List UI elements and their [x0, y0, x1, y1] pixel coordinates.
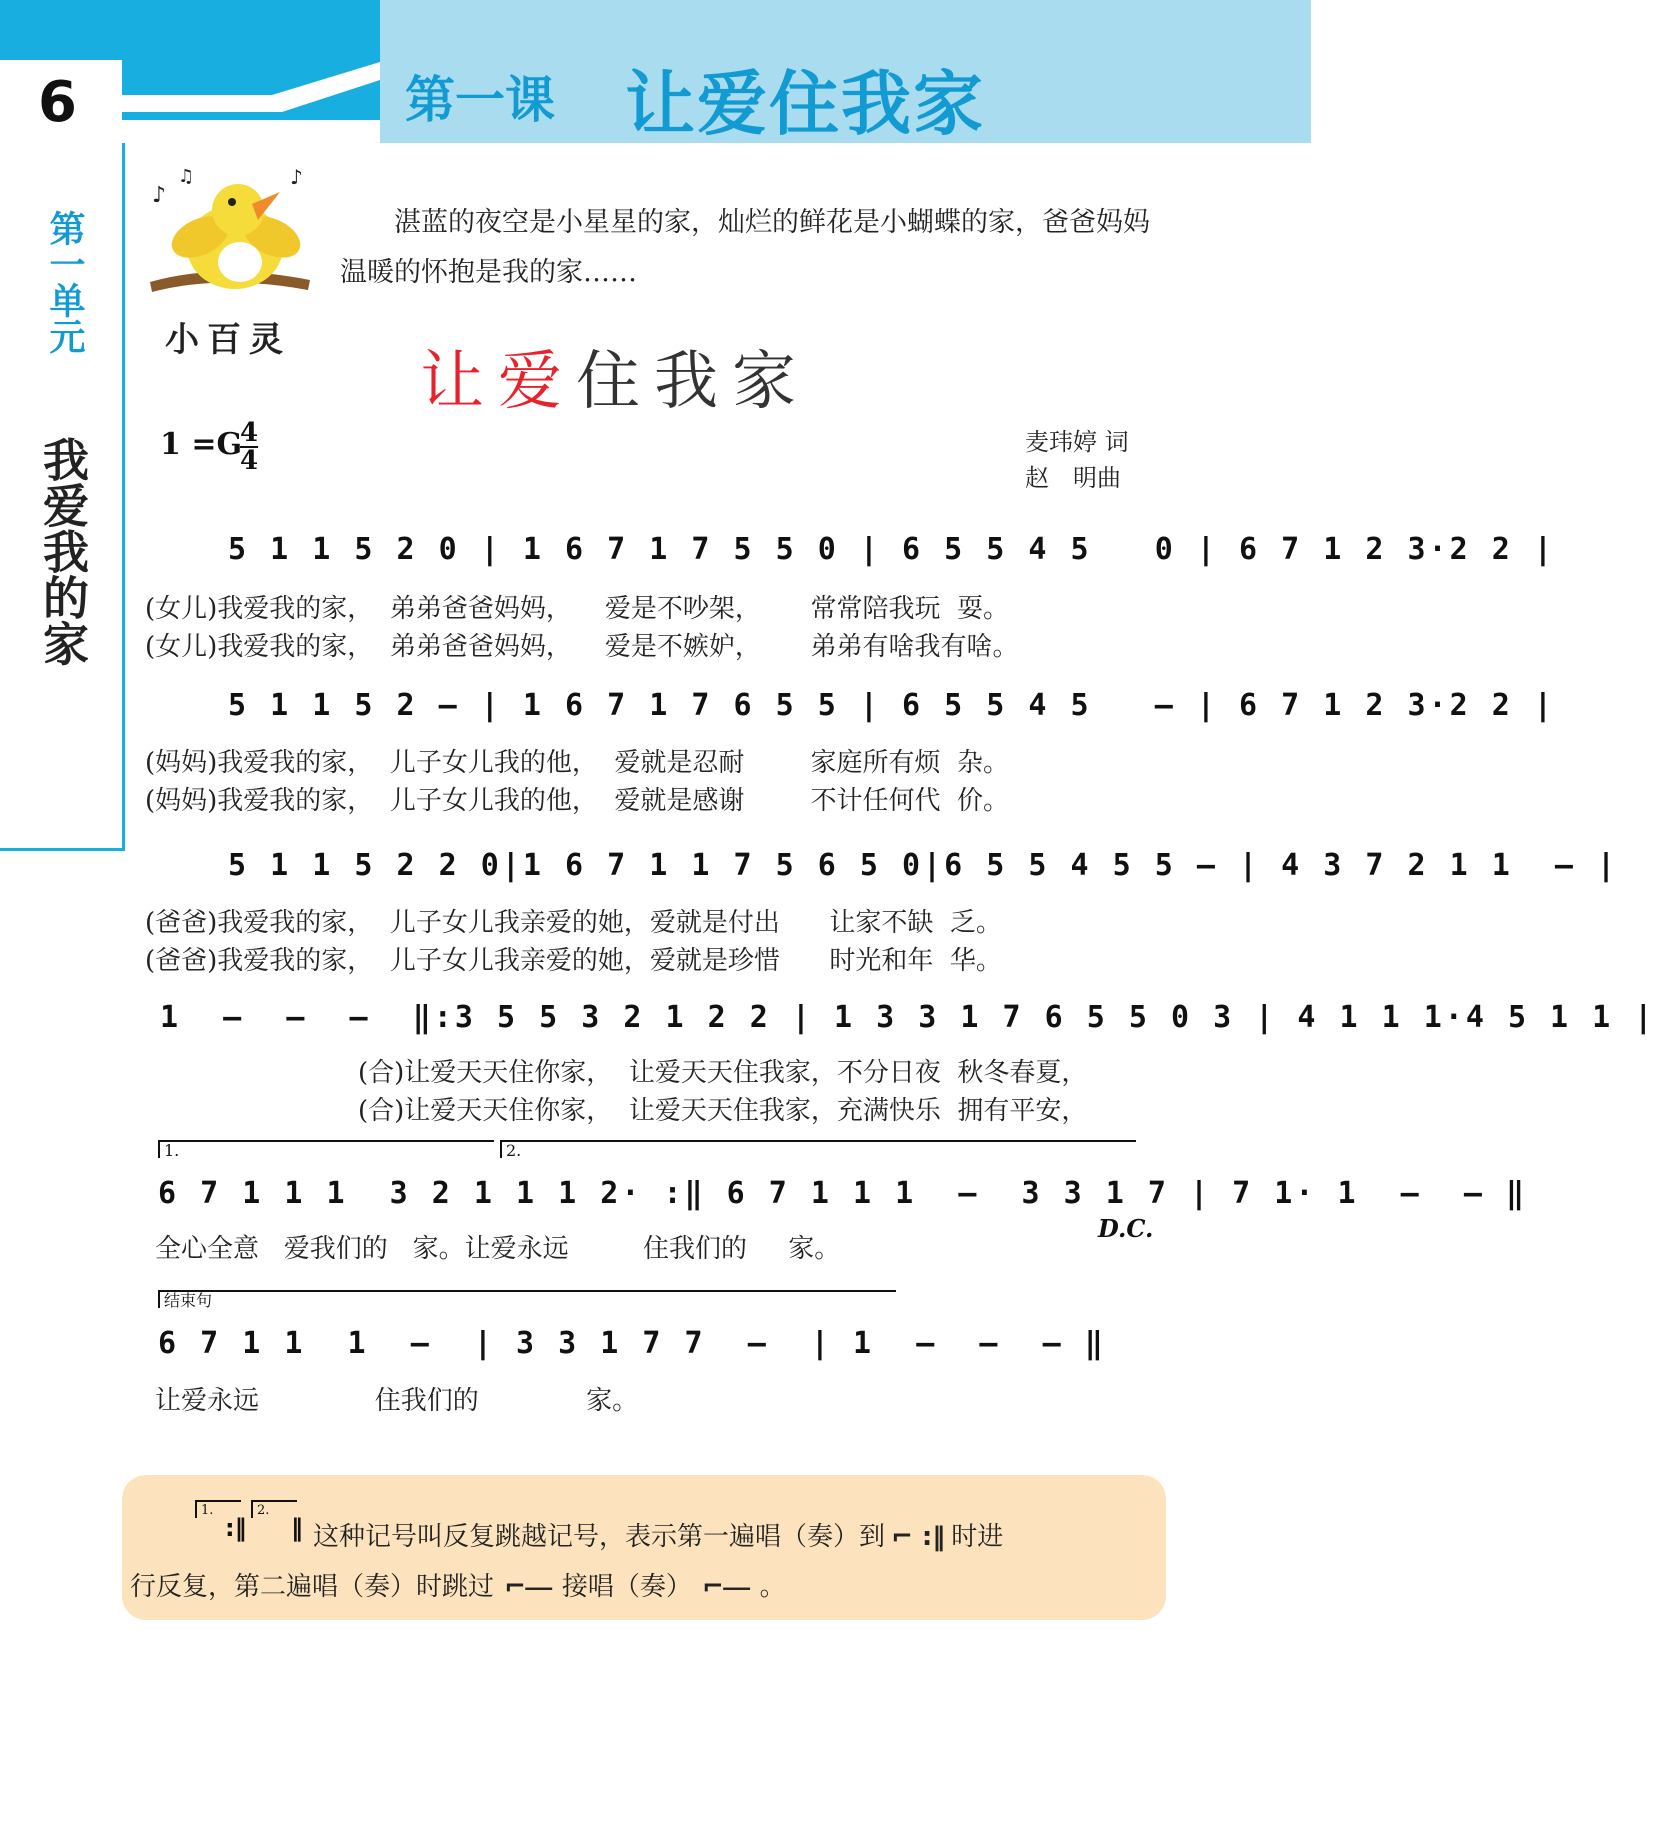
volta-2-symbol: ⌐⎯⎯: [701, 1572, 750, 1602]
repeat-jump-symbol: 1. 2. :‖ ‖: [195, 1500, 305, 1546]
note-text-2b: 接唱（奏）: [561, 1572, 692, 1602]
score-notes-line-1: 5 1 1 5 2 0 | 1 6 7 1 7 5 5 0 | 6 5 5 4 5 0 | 6 7 1 2 3·2 2 |: [228, 532, 1555, 567]
score-lyric-4a: (合)让爱天天住你家， 让爱天天住我家，不分日夜 秋冬春夏，: [358, 1058, 1088, 1088]
score-lyric-4b: (合)让爱天天住你家， 让爱天天住我家，充满快乐 拥有平安，: [358, 1096, 1088, 1126]
score-lyric-2b: (妈妈)我爱我的家， 儿子女儿我的他， 爱就是感谢 不计任何代 价。: [145, 786, 1009, 816]
symbol-volta-2: 2.: [251, 1500, 297, 1518]
score-notes-line-2: 5 1 1 5 2 – | 1 6 7 1 7 6 5 5 | 6 5 5 4 5 – | 6 7 1 2 3·2 2 |: [228, 688, 1555, 723]
volta-second: 2.: [500, 1140, 1136, 1158]
note-line-2: [130, 1566, 786, 1603]
volta-first: 1.: [158, 1140, 494, 1158]
meter-top: 4: [240, 418, 259, 448]
score-lyric-3a: (爸爸)我爱我的家， 儿子女儿我亲爱的她，爱就是付出 让家不缺 乏。: [145, 908, 1002, 938]
score-lyric-1b: (女儿)我爱我的家， 弟弟爸爸妈妈， 爱是不嫉妒， 弟弟有啥我有啥。: [145, 632, 1019, 662]
note-text-1b: 时进: [951, 1522, 1004, 1552]
volta-1-symbol: ⌐⎯⎯: [504, 1572, 552, 1602]
svg-text:♪: ♪: [290, 165, 303, 189]
meter-bottom: 4: [240, 446, 259, 476]
da-capo-mark: D.C.: [1098, 1214, 1154, 1243]
lesson-title: 让爱住我家: [625, 63, 985, 145]
symbol-volta-1: 1.: [195, 1500, 241, 1518]
score-lyric-3b: (爸爸)我爱我的家， 儿子女儿我亲爱的她，爱就是珍惜 时光和年 华。: [145, 946, 1002, 976]
unit-label: 第一单元: [44, 210, 85, 354]
score-notes-line-3: 5 1 1 5 2 2 0|1 6 7 1 1 7 5 6 5 0|6 5 5 4 5 5 – | 4 3 7 2 1 1 – |: [228, 848, 1619, 883]
bird-icon: [140, 162, 330, 312]
score-lyric-1a: (女儿)我爱我的家， 弟弟爸爸妈妈， 爱是不吵架， 常常陪我玩 耍。: [145, 594, 1009, 624]
unit-name: 我爱我的家: [36, 436, 90, 666]
note-text-2a: 行反复，第二遍唱（奏）时跳过: [130, 1572, 495, 1602]
bird-caption: 小百灵: [165, 320, 291, 360]
coda-bracket: 结束句: [158, 1290, 896, 1308]
song-credits: [1025, 424, 1129, 496]
svg-text:♫: ♫: [178, 166, 195, 187]
header-accent: [0, 0, 122, 60]
lesson-number: 第一课: [405, 71, 555, 129]
score-notes-line-4: 1 – – – ‖:3 5 5 3 2 1 2 2 | 1 3 3 1 7 6 5 5 0 3 | 4 1 1 1·4 5 1 1 |: [160, 1000, 1655, 1035]
note-text-1a: 这种记号叫反复跳越记号，表示第一遍唱（奏）到: [313, 1522, 886, 1552]
page-number: 6: [38, 70, 77, 135]
svg-text:♪: ♪: [152, 183, 167, 208]
score-notes-line-6: 6 7 1 1 1 – | 3 3 1 7 7 – | 1 – – – ‖: [158, 1326, 1106, 1361]
intro-text: 湛蓝的夜空是小星星的家，灿烂的鲜花是小蝴蝶的家，爸爸妈妈温暖的怀抱是我的家……: [340, 207, 1150, 288]
time-signature: [240, 420, 258, 474]
score-lyric-5: 全心全意 爱我们的 家。让爱永远 住我们的 家。: [155, 1234, 841, 1264]
volta-1-end-symbol: ⌐ :‖: [891, 1522, 946, 1552]
song-title-red: 让爱: [420, 345, 576, 419]
score-notes-line-5: 6 7 1 1 1 3 2 1 1 1 2· :‖ 6 7 1 1 1 – 3 3 1 7 | 7 1· 1 – – ‖: [158, 1176, 1527, 1211]
score-lyric-2a: (妈妈)我爱我的家， 儿子女儿我的他， 爱就是忍耐 家庭所有烦 杂。: [145, 748, 1009, 778]
composer: 赵 明曲: [1025, 464, 1121, 492]
lyricist: 麦玮婷 词: [1025, 428, 1129, 456]
key-signature: 1 =G: [160, 427, 243, 462]
song-title: [420, 330, 810, 422]
song-title-dark: 住我家: [576, 345, 810, 419]
note-line-1: [313, 1516, 1003, 1553]
note-text-2c: 。: [759, 1572, 786, 1602]
score-lyric-6: 让爱永远 住我们的 家。: [155, 1386, 639, 1416]
header-stripe: [122, 0, 380, 143]
